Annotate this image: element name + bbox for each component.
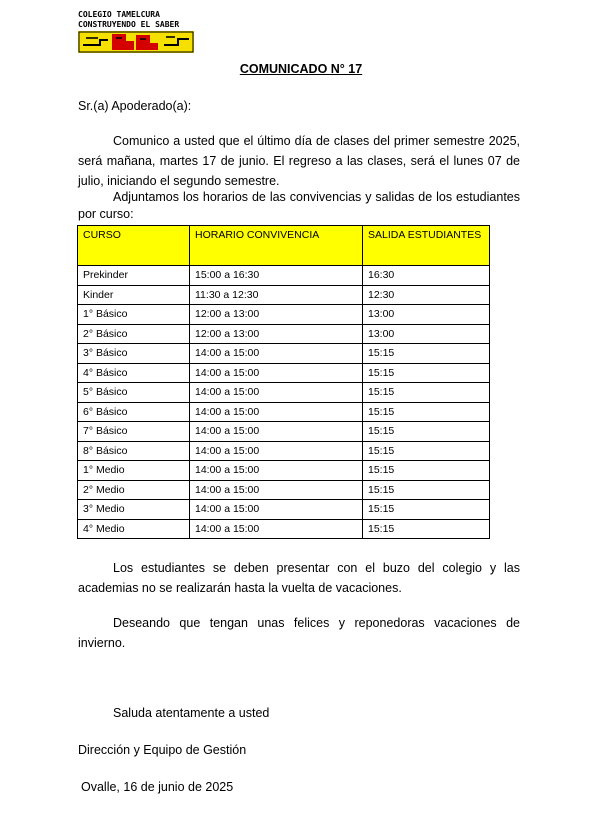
dismissal-cell: 15:15 — [363, 422, 490, 442]
schedule-cell: 14:00 a 15:00 — [190, 402, 363, 422]
school-logo-icon — [78, 31, 194, 53]
course-cell: Prekinder — [78, 266, 190, 286]
course-cell: 7° Básico — [78, 422, 190, 442]
course-cell: 2° Básico — [78, 324, 190, 344]
schedule-cell: 14:00 a 15:00 — [190, 344, 363, 364]
column-header: SALIDA ESTUDIANTES — [363, 226, 490, 266]
dismissal-cell: 15:15 — [363, 461, 490, 481]
course-cell: 2° Medio — [78, 480, 190, 500]
dismissal-cell: 15:15 — [363, 402, 490, 422]
table-row — [78, 500, 490, 520]
dismissal-cell: 15:15 — [363, 519, 490, 539]
column-header: HORARIO CONVIVENCIA — [190, 226, 363, 266]
dismissal-cell: 15:15 — [363, 441, 490, 461]
dismissal-cell: 16:30 — [363, 266, 490, 286]
schedule-cell: 12:00 a 13:00 — [190, 324, 363, 344]
table-row — [78, 402, 490, 422]
schedule-cell: 14:00 a 15:00 — [190, 461, 363, 481]
school-motto: CONSTRUYENDO EL SABER — [78, 20, 180, 29]
table-row — [78, 363, 490, 383]
dismissal-cell: 15:15 — [363, 344, 490, 364]
course-cell: 4° Medio — [78, 519, 190, 539]
table-header-row — [78, 226, 490, 266]
page-title: COMUNICADO N° 17 — [239, 62, 363, 76]
course-cell: 8° Básico — [78, 441, 190, 461]
table-row — [78, 480, 490, 500]
course-cell: 4° Básico — [78, 363, 190, 383]
schedule-table — [77, 225, 490, 539]
schedule-cell: 14:00 a 15:00 — [190, 441, 363, 461]
course-cell: 3° Básico — [78, 344, 190, 364]
dismissal-cell: 15:15 — [363, 363, 490, 383]
course-cell: 5° Básico — [78, 383, 190, 403]
schedule-cell: 14:00 a 15:00 — [190, 422, 363, 442]
table-row — [78, 344, 490, 364]
course-cell: 1° Básico — [78, 305, 190, 325]
table-row — [78, 305, 490, 325]
table-row — [78, 266, 490, 286]
table-row — [78, 383, 490, 403]
paragraph-schedule-intro: Adjuntamos los horarios de las convivencias y salidas de los estudiantes por curso: — [78, 190, 520, 221]
dismissal-cell: 15:15 — [363, 480, 490, 500]
table-row — [78, 285, 490, 305]
greeting: Sr.(a) Apoderado(a): — [78, 99, 192, 113]
schedule-cell: 14:00 a 15:00 — [190, 500, 363, 520]
schedule-cell: 12:00 a 13:00 — [190, 305, 363, 325]
schedule-cell: 14:00 a 15:00 — [190, 519, 363, 539]
schedule-cell: 14:00 a 15:00 — [190, 363, 363, 383]
dismissal-cell: 15:15 — [363, 383, 490, 403]
schedule-cell: 11:30 a 12:30 — [190, 285, 363, 305]
closing-salutation: Saluda atentamente a usted — [113, 706, 270, 720]
place-date: Ovalle, 16 de junio de 2025 — [81, 780, 234, 794]
course-cell: 6° Básico — [78, 402, 190, 422]
schedule-cell: 15:00 a 16:30 — [190, 266, 363, 286]
course-cell: 3° Medio — [78, 500, 190, 520]
dismissal-cell: 12:30 — [363, 285, 490, 305]
schedule-cell: 14:00 a 15:00 — [190, 480, 363, 500]
table-row — [78, 441, 490, 461]
dismissal-cell: 13:00 — [363, 324, 490, 344]
dismissal-cell: 13:00 — [363, 305, 490, 325]
table-row — [78, 461, 490, 481]
paragraph-uniform: Los estudiantes se deben presentar con el buzo del colegio y las academias no se realizarán hasta la vuelta de vacaciones. — [78, 561, 520, 595]
course-cell: 1° Medio — [78, 461, 190, 481]
table-row — [78, 519, 490, 539]
table-row — [78, 422, 490, 442]
signature: Dirección y Equipo de Gestión — [78, 743, 247, 757]
column-header: CURSO — [78, 226, 190, 266]
dismissal-cell: 15:15 — [363, 500, 490, 520]
schedule-cell: 14:00 a 15:00 — [190, 383, 363, 403]
paragraph-wishes: Deseando que tengan unas felices y reponedoras vacaciones de invierno. — [78, 616, 520, 650]
course-cell: Kinder — [78, 285, 190, 305]
table-row — [78, 324, 490, 344]
school-name: COLEGIO TAMELCURA — [78, 10, 160, 19]
paragraph-announcement: Comunico a usted que el último día de clases del primer semestre 2025, será mañana, martes 17 de junio. El regreso a las clases, será el lunes 07 de julio, iniciando el segundo semestre. — [78, 134, 520, 188]
